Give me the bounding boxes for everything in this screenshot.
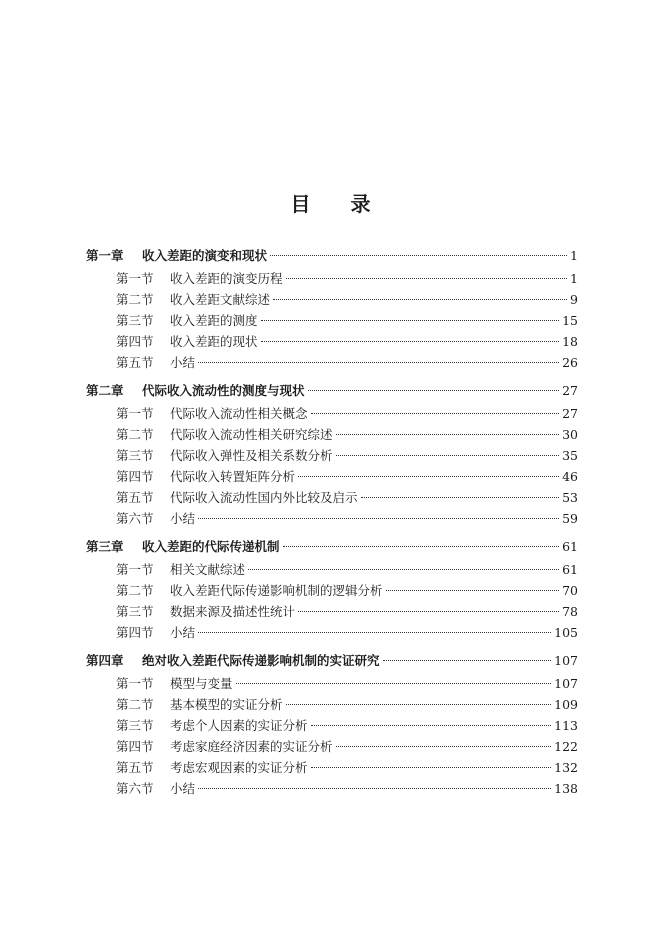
toc-section-entry[interactable] (86, 268, 578, 289)
section-title: 收入差距的演变历程 (170, 271, 283, 286)
toc-chapter-entry[interactable] (86, 244, 578, 268)
chapter-page-number: 1 (570, 248, 578, 263)
toc-section-entry[interactable] (86, 757, 578, 778)
section-page-number: 132 (554, 760, 578, 775)
dot-leader (336, 434, 560, 435)
dot-leader (361, 497, 560, 498)
chapter-title: 收入差距的演变和现状 (142, 248, 268, 263)
section-label: 第一节 (116, 676, 154, 691)
dot-leader (248, 569, 559, 570)
dot-leader (336, 746, 552, 747)
dot-leader (383, 660, 552, 661)
section-label: 第六节 (116, 511, 154, 526)
dot-leader (311, 413, 560, 414)
toc-section-entry[interactable] (86, 694, 578, 715)
dot-leader (270, 255, 567, 256)
toc-section-entry[interactable] (86, 559, 578, 580)
section-label: 第二节 (116, 292, 154, 307)
chapter-page-number: 61 (562, 539, 578, 554)
chapter-page-number: 27 (562, 383, 578, 398)
toc-section-entry[interactable] (86, 736, 578, 757)
dot-leader (311, 767, 552, 768)
section-label: 第四节 (116, 469, 154, 484)
section-label: 第三节 (116, 718, 154, 733)
toc-chapter-entry[interactable] (86, 379, 578, 403)
toc-section-entry[interactable] (86, 601, 578, 622)
section-page-number: 122 (554, 739, 578, 754)
section-label: 第三节 (116, 313, 154, 328)
toc-chapter (86, 379, 578, 529)
dot-leader (273, 299, 567, 300)
section-title: 收入差距文献综述 (170, 292, 271, 307)
section-title: 代际收入流动性相关概念 (170, 406, 308, 421)
toc-section-entry[interactable] (86, 580, 578, 601)
section-page-number: 26 (562, 355, 578, 370)
section-title: 小结 (170, 781, 196, 796)
page-title-right: 录 (350, 192, 371, 216)
chapter-title: 代际收入流动性的测度与现状 (142, 383, 305, 398)
dot-leader (298, 476, 559, 477)
section-label: 第四节 (116, 739, 154, 754)
section-title: 代际收入流动性相关研究综述 (170, 427, 333, 442)
section-page-number: 70 (562, 583, 578, 598)
section-title: 代际收入转置矩阵分析 (170, 469, 296, 484)
section-title: 模型与变量 (170, 676, 233, 691)
section-page-number: 59 (562, 511, 578, 526)
section-page-number: 61 (562, 562, 578, 577)
toc-chapter (86, 649, 578, 799)
toc-section-entry[interactable] (86, 466, 578, 487)
section-page-number: 138 (554, 781, 578, 796)
section-label: 第一节 (116, 562, 154, 577)
section-title: 收入差距的测度 (170, 313, 258, 328)
section-page-number: 35 (562, 448, 578, 463)
section-label: 第三节 (116, 448, 154, 463)
toc-section-entry[interactable] (86, 622, 578, 643)
section-label: 第五节 (116, 490, 154, 505)
section-page-number: 15 (562, 313, 578, 328)
toc-section-entry[interactable] (86, 403, 578, 424)
toc-section-entry[interactable] (86, 715, 578, 736)
section-title: 收入差距的现状 (170, 334, 258, 349)
dot-leader (198, 632, 551, 633)
chapter-label: 第三章 (86, 539, 124, 554)
dot-leader (198, 362, 559, 363)
section-label: 第四节 (116, 334, 154, 349)
section-page-number: 113 (554, 718, 578, 733)
dot-leader (286, 704, 552, 705)
section-page-number: 9 (570, 292, 578, 307)
chapter-label: 第一章 (86, 248, 124, 263)
chapter-label: 第四章 (86, 653, 124, 668)
section-label: 第五节 (116, 760, 154, 775)
section-page-number: 53 (562, 490, 578, 505)
dot-leader (336, 455, 560, 456)
chapter-label: 第二章 (86, 383, 124, 398)
section-title: 考虑个人因素的实证分析 (170, 718, 308, 733)
chapter-title: 绝对收入差距代际传递影响机制的实证研究 (142, 653, 380, 668)
section-title: 收入差距代际传递影响机制的逻辑分析 (170, 583, 383, 598)
section-title: 小结 (170, 625, 196, 640)
toc-section-entry[interactable] (86, 487, 578, 508)
chapter-page-number: 107 (554, 653, 578, 668)
section-title: 考虑宏观因素的实证分析 (170, 760, 308, 775)
toc-chapter-entry[interactable] (86, 649, 578, 673)
section-label: 第一节 (116, 271, 154, 286)
section-title: 考虑家庭经济因素的实证分析 (170, 739, 333, 754)
section-label: 第六节 (116, 781, 154, 796)
section-label: 第一节 (116, 406, 154, 421)
dot-leader (236, 683, 552, 684)
section-label: 第二节 (116, 583, 154, 598)
toc-section-entry[interactable] (86, 310, 578, 331)
toc-section-entry[interactable] (86, 289, 578, 310)
section-title: 小结 (170, 355, 196, 370)
section-title: 数据来源及描述性统计 (170, 604, 296, 619)
section-label: 第二节 (116, 697, 154, 712)
dot-leader (261, 320, 560, 321)
toc-section-entry[interactable] (86, 331, 578, 352)
chapter-title: 收入差距的代际传递机制 (142, 539, 280, 554)
section-page-number: 105 (554, 625, 578, 640)
page-title (0, 188, 661, 217)
section-page-number: 30 (562, 427, 578, 442)
section-title: 代际收入弹性及相关系数分析 (170, 448, 333, 463)
section-label: 第三节 (116, 604, 154, 619)
table-of-contents (86, 244, 578, 805)
section-label: 第五节 (116, 355, 154, 370)
dot-leader (283, 546, 560, 547)
dot-leader (261, 341, 560, 342)
toc-section-entry[interactable] (86, 445, 578, 466)
toc-chapter (86, 244, 578, 373)
page-title-left: 目 (290, 192, 311, 216)
section-label: 第四节 (116, 625, 154, 640)
section-page-number: 27 (562, 406, 578, 421)
toc-section-entry[interactable] (86, 778, 578, 799)
dot-leader (386, 590, 560, 591)
section-page-number: 46 (562, 469, 578, 484)
toc-section-entry[interactable] (86, 352, 578, 373)
section-page-number: 107 (554, 676, 578, 691)
dot-leader (198, 788, 551, 789)
section-page-number: 18 (562, 334, 578, 349)
section-label: 第二节 (116, 427, 154, 442)
toc-section-entry[interactable] (86, 673, 578, 694)
toc-section-entry[interactable] (86, 508, 578, 529)
section-title: 代际收入流动性国内外比较及启示 (170, 490, 358, 505)
section-page-number: 78 (562, 604, 578, 619)
section-page-number: 109 (554, 697, 578, 712)
section-title: 小结 (170, 511, 196, 526)
section-title: 基本模型的实证分析 (170, 697, 283, 712)
dot-leader (198, 518, 559, 519)
dot-leader (298, 611, 559, 612)
section-title: 相关文献综述 (170, 562, 246, 577)
toc-chapter (86, 535, 578, 643)
dot-leader (286, 278, 568, 279)
toc-section-entry[interactable] (86, 424, 578, 445)
section-page-number: 1 (570, 271, 578, 286)
toc-chapter-entry[interactable] (86, 535, 578, 559)
dot-leader (308, 390, 560, 391)
dot-leader (311, 725, 552, 726)
